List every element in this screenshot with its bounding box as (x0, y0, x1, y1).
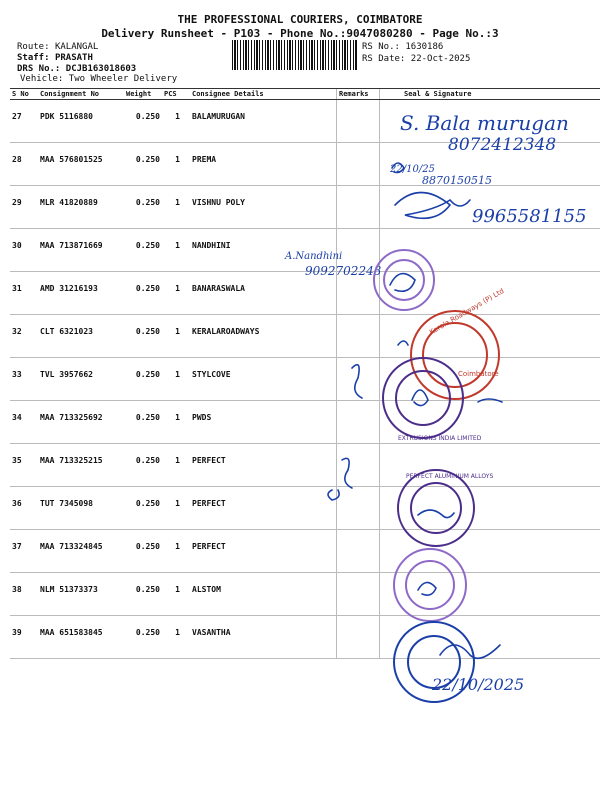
row-remarks (337, 573, 380, 616)
table-row (10, 358, 600, 401)
rs-no-line: RS No.: 1630186 (362, 42, 444, 52)
row-sno: 39 (10, 616, 38, 659)
rs-no-value: 1630186 (405, 42, 444, 52)
row-remarks (337, 401, 380, 444)
row-consignee: VISHNU POLY (182, 186, 337, 229)
table-row (10, 186, 600, 229)
row-pcs: 1 (162, 444, 182, 487)
row-sno: 31 (10, 272, 38, 315)
row-consignee: ALSTOM (182, 573, 337, 616)
staff-value: PRASATH (54, 53, 93, 63)
row-remarks (337, 186, 380, 229)
col-weight: Weight (124, 89, 162, 100)
row-remarks (337, 315, 380, 358)
table-row (10, 229, 600, 272)
row-consignee: NANDHINI (182, 229, 337, 272)
company-title: THE PROFESSIONAL COURIERS, COIMBATORE (177, 13, 423, 26)
row-seal-signature (380, 272, 600, 315)
row-sno: 35 (10, 444, 38, 487)
row-weight: 0.250 (124, 444, 162, 487)
signature-39-date: 22/10/2025 (432, 675, 525, 694)
stamp-perfect-text: PERFECT ALUMINIUM ALLOYS (406, 473, 494, 480)
row-seal-signature (380, 444, 600, 487)
row-consignee: KERALAROADWAYS (182, 315, 337, 358)
row-seal-signature (380, 100, 600, 143)
signature-30-phone: 9092702243 (305, 264, 382, 278)
row-sno: 29 (10, 186, 38, 229)
row-consignee: PWDS (182, 401, 337, 444)
row-consignment-no: PDK 5116880 (38, 100, 124, 143)
row-pcs: 1 (162, 616, 182, 659)
row-consignment-no: TUT 7345098 (38, 487, 124, 530)
row-pcs: 1 (162, 573, 182, 616)
table-row (10, 401, 600, 444)
signature-27-phone: 8072412348 (448, 135, 557, 155)
row-seal-signature (380, 401, 600, 444)
row-weight: 0.250 (124, 186, 162, 229)
row-consignee: PERFECT (182, 530, 337, 573)
row-pcs: 1 (162, 530, 182, 573)
row-weight: 0.250 (124, 143, 162, 186)
vehicle-value: Two Wheeler Delivery (68, 74, 178, 84)
row-seal-signature (380, 358, 600, 401)
row-weight: 0.250 (124, 487, 162, 530)
table-row (10, 616, 600, 659)
row-seal-signature (380, 530, 600, 573)
row-weight: 0.250 (124, 573, 162, 616)
row-pcs: 1 (162, 315, 182, 358)
row-weight: 0.250 (124, 272, 162, 315)
row-seal-signature (380, 573, 600, 616)
row-pcs: 1 (162, 186, 182, 229)
row-weight: 0.250 (124, 358, 162, 401)
row-pcs: 1 (162, 272, 182, 315)
row-seal-signature (380, 229, 600, 272)
row-consignment-no: CLT 6321023 (38, 315, 124, 358)
vehicle-line: Vehicle: Two Wheeler Delivery (20, 74, 178, 84)
row-consignment-no: AMD 31216193 (38, 272, 124, 315)
col-remarks: Remarks (337, 89, 380, 100)
row-remarks (337, 229, 380, 272)
signature-30-name: A.Nandhini (285, 251, 343, 262)
row-sno: 36 (10, 487, 38, 530)
row-weight: 0.250 (124, 315, 162, 358)
row-consignment-no: MAA 713325215 (38, 444, 124, 487)
col-sno: S No (10, 89, 38, 100)
row-consignment-no: TVL 3957662 (38, 358, 124, 401)
row-seal-signature (380, 143, 600, 186)
drs-line: DRS No.: DCJB163018603 (17, 64, 137, 74)
table-row (10, 530, 600, 573)
col-consignee: Consignee Details (182, 89, 337, 100)
row-sno: 30 (10, 229, 38, 272)
row-consignment-no: MLR 41820889 (38, 186, 124, 229)
row-pcs: 1 (162, 229, 182, 272)
row-consignee: PERFECT (182, 444, 337, 487)
stamp-extrusions-text: EXTRUSIONS INDIA LIMITED (398, 435, 482, 442)
table-row (10, 487, 600, 530)
row-remarks (337, 100, 380, 143)
row-consignee: BALAMURUGAN (182, 100, 337, 143)
row-consignee: PREMA (182, 143, 337, 186)
row-consignment-no: MAA 713871669 (38, 229, 124, 272)
row-sno: 34 (10, 401, 38, 444)
row-remarks (337, 272, 380, 315)
row-remarks (337, 487, 380, 530)
stamp-kerala-text: Kerala Roadways (P) Ltd (428, 286, 506, 337)
row-weight: 0.250 (124, 100, 162, 143)
row-remarks (337, 616, 380, 659)
row-pcs: 1 (162, 100, 182, 143)
row-remarks (337, 358, 380, 401)
col-pcs: PCS (162, 89, 182, 100)
row-remarks (337, 444, 380, 487)
row-consignee: VASANTHA (182, 616, 337, 659)
row-sno: 27 (10, 100, 38, 143)
row-seal-signature (380, 186, 600, 229)
row-consignee: BANARASWALA (182, 272, 337, 315)
rs-date-line: RS Date: 22-Oct-2025 (362, 54, 471, 64)
row-consignee: STYLCOVE (182, 358, 337, 401)
row-pcs: 1 (162, 401, 182, 444)
row-consignment-no: MAA 576801525 (38, 143, 124, 186)
signature-29-phone: 9965581155 (472, 206, 587, 227)
table-row (10, 573, 600, 616)
row-sno: 33 (10, 358, 38, 401)
row-weight: 0.250 (124, 616, 162, 659)
row-consignment-no: MAA 713324845 (38, 530, 124, 573)
row-sno: 28 (10, 143, 38, 186)
route-line: Route: KALANGAL (17, 42, 99, 52)
row-weight: 0.250 (124, 401, 162, 444)
signature-28-date: 22/10/25 (390, 164, 435, 175)
drs-value: DCJB163018603 (65, 64, 137, 74)
staff-line: Staff: PRASATH (17, 53, 93, 63)
runsheet-subtitle: Delivery Runsheet - P103 - Phone No.:9047080280 - Page No.:3 (101, 27, 499, 40)
table-header-row (10, 89, 600, 100)
row-seal-signature (380, 487, 600, 530)
row-weight: 0.250 (124, 229, 162, 272)
col-consignment: Consignment No (38, 89, 124, 100)
row-pcs: 1 (162, 143, 182, 186)
table-row (10, 315, 600, 358)
table-row (10, 444, 600, 487)
row-sno: 32 (10, 315, 38, 358)
signature-28-phone: 8870150515 (422, 174, 492, 187)
rs-date-value: 22-Oct-2025 (410, 54, 471, 64)
row-sno: 38 (10, 573, 38, 616)
row-consignee: PERFECT (182, 487, 337, 530)
barcode (232, 40, 358, 70)
row-sno: 37 (10, 530, 38, 573)
table-row (10, 272, 600, 315)
row-seal-signature (380, 616, 600, 659)
route-value: KALANGAL (54, 42, 99, 52)
row-weight: 0.250 (124, 530, 162, 573)
runsheet-table (10, 88, 600, 659)
table-row (10, 100, 600, 143)
signature-27-name: S. Bala murugan (400, 111, 569, 135)
row-seal-signature (380, 315, 600, 358)
table-row (10, 143, 600, 186)
row-pcs: 1 (162, 358, 182, 401)
row-remarks (337, 143, 380, 186)
row-consignment-no: MAA 651583845 (38, 616, 124, 659)
row-pcs: 1 (162, 487, 182, 530)
col-seal-signature: Seal & Signature (380, 89, 600, 100)
row-consignment-no: MAA 713325692 (38, 401, 124, 444)
stamp-kerala-city: Coimbatore (458, 370, 499, 378)
row-consignment-no: NLM 51373373 (38, 573, 124, 616)
row-remarks (337, 530, 380, 573)
